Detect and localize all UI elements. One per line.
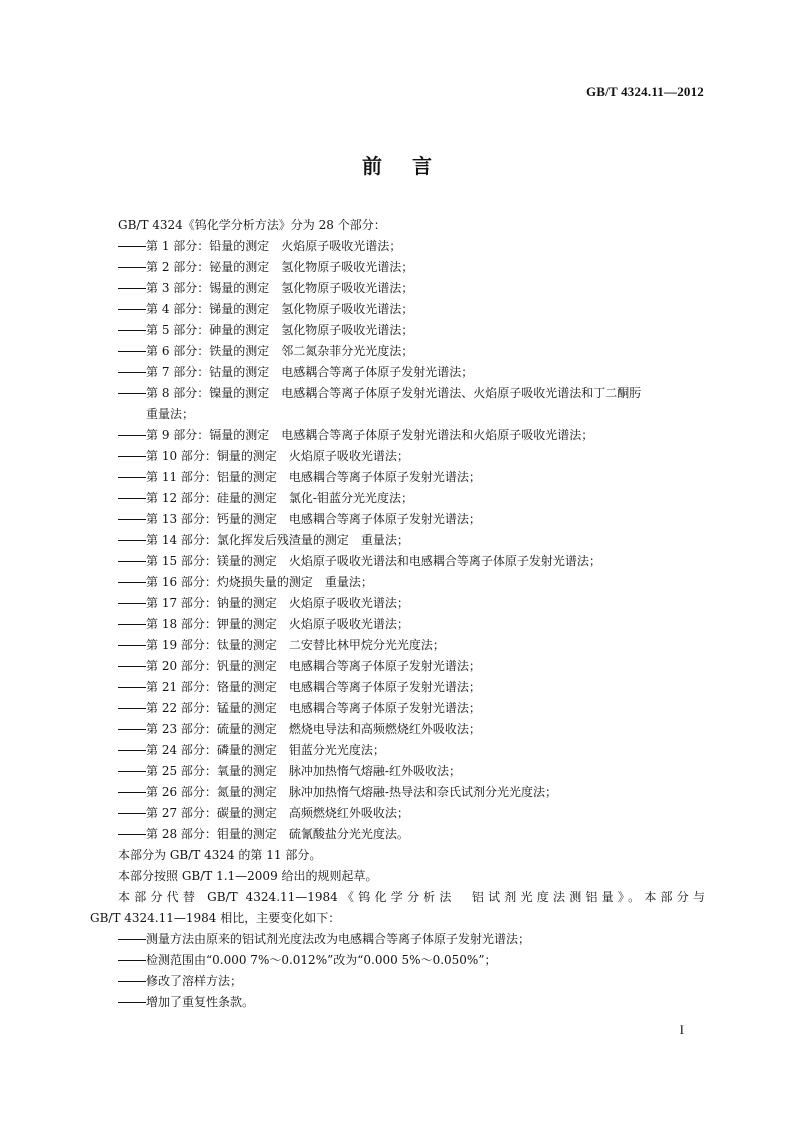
page-title: 前言 (362, 154, 462, 178)
em-dash-bullet (118, 435, 146, 436)
part-item (90, 278, 705, 299)
para-replaces-line2: GB/T 4324.11—1984 相比，主要变化如下： (90, 911, 341, 925)
em-dash-bullet (118, 582, 146, 583)
part-title: 第 14 部分：氯化挥发后残渣量的测定 (146, 533, 349, 547)
part-method: 火焰原子吸收光谱法； (281, 239, 402, 253)
part-item (90, 236, 705, 257)
part-item (90, 425, 705, 446)
em-dash-bullet (118, 246, 146, 247)
em-dash-bullet (118, 960, 146, 961)
part-method: 电感耦合等离子体原子发射光谱法； (288, 512, 481, 526)
part-item (90, 362, 705, 383)
part-method: 氢化物原子吸收光谱法； (281, 281, 414, 295)
part-title: 第 20 部分：钒量的测定 (146, 659, 277, 673)
part-title: 第 9 部分：镉量的测定 (146, 428, 270, 442)
part-method: 氯化-钼蓝分光光度法； (288, 491, 413, 505)
part-method: 火焰原子吸收光谱法； (288, 449, 409, 463)
change-item (90, 950, 705, 971)
changes-list (90, 929, 705, 1013)
em-dash-bullet (118, 477, 146, 478)
change-text: 增加了重复性条款。 (146, 995, 255, 1009)
part-title: 第 26 部分：氮量的测定 (146, 785, 277, 799)
part-item (90, 677, 705, 698)
part-method: 氢化物原子吸收光谱法； (281, 260, 414, 274)
page-number: I (679, 1022, 684, 1037)
change-text: 检测范围由“0.000 7%～0.012%”改为“0.000 5%～0.050%”； (146, 953, 497, 967)
part-title: 第 17 部分：钠量的测定 (146, 596, 277, 610)
part-method: 氢化物原子吸收光谱法； (281, 302, 414, 316)
part-item (90, 698, 705, 719)
part-title: 第 2 部分：铋量的测定 (146, 260, 270, 274)
em-dash-bullet (118, 729, 146, 730)
em-dash-bullet (118, 393, 146, 394)
em-dash-bullet (118, 603, 146, 604)
em-dash-bullet (118, 687, 146, 688)
para-replaces-line1: 本部分代替 GB/T 4324.11—1984《钨化学分析法 铝试剂光度法测铝量》。本部分与 (118, 890, 705, 904)
para-part-number: 本部分为 GB/T 4324 的第 11 部分。 (118, 848, 322, 862)
part-title: 第 19 部分：钛量的测定 (146, 638, 277, 652)
part-item (90, 572, 705, 593)
part-title: 第 8 部分：镍量的测定 (146, 386, 270, 400)
part-method: 脉冲加热惰气熔融-热导法和奈氏试剂分光光度法； (288, 785, 557, 799)
part-title: 第 7 部分：钴量的测定 (146, 365, 270, 379)
em-dash-bullet (118, 834, 146, 835)
part-title: 第 21 部分：铬量的测定 (146, 680, 277, 694)
part-title: 第 28 部分：钼量的测定 (146, 827, 277, 841)
em-dash-bullet (118, 939, 146, 940)
em-dash-bullet (118, 666, 146, 667)
part-item (90, 551, 705, 572)
part-item (90, 509, 705, 530)
em-dash-bullet (118, 750, 146, 751)
part-method: 重量法； (360, 533, 409, 547)
part-method: 电感耦合等离子体原子发射光谱法和火焰原子吸收光谱法； (281, 428, 594, 442)
part-method: 钼蓝分光光度法； (288, 743, 385, 757)
change-item (90, 971, 705, 992)
part-title: 第 25 部分：氧量的测定 (146, 764, 277, 778)
change-text: 测量方法由原来的铝试剂光度法改为电感耦合等离子体原子发射光谱法； (146, 932, 531, 946)
part-method: 二安替比林甲烷分光光度法； (288, 638, 445, 652)
foreword-body (90, 215, 705, 1013)
part-title: 第 3 部分：锡量的测定 (146, 281, 270, 295)
part-method: 电感耦合等离子体原子发射光谱法； (288, 701, 481, 715)
part-title: 第 22 部分：锰量的测定 (146, 701, 277, 715)
part-method: 电感耦合等离子体原子发射光谱法、火焰原子吸收光谱法和丁二酮肟 (281, 386, 642, 400)
part-item (90, 467, 705, 488)
part-title: 第 1 部分：铅量的测定 (146, 239, 270, 253)
part-method: 电感耦合等离子体原子发射光谱法； (281, 365, 474, 379)
part-item (90, 383, 705, 404)
em-dash-bullet (118, 540, 146, 541)
part-item (90, 299, 705, 320)
part-item (90, 320, 705, 341)
part-method: 火焰原子吸收光谱法和电感耦合等离子体原子发射光谱法； (288, 554, 601, 568)
part-item (90, 803, 705, 824)
part-item (90, 257, 705, 278)
part-method: 燃烧电导法和高频燃烧红外吸收法； (288, 722, 481, 736)
part-item (90, 782, 705, 803)
part-method: 脉冲加热惰气熔融-红外吸收法； (288, 764, 461, 778)
standard-code: GB/T 4324.11—2012 (585, 84, 704, 99)
em-dash-bullet (118, 519, 146, 520)
em-dash-bullet (118, 708, 146, 709)
part-item (90, 614, 705, 635)
part-item (90, 761, 705, 782)
em-dash-bullet (118, 1002, 146, 1003)
intro-line: GB/T 4324《钨化学分析方法》分为 28 个部分： (118, 218, 386, 232)
part-title: 第 18 部分：钾量的测定 (146, 617, 277, 631)
part-item (90, 488, 705, 509)
part-method: 邻二氮杂菲分光光度法； (281, 344, 414, 358)
change-item (90, 992, 705, 1013)
part-title: 第 13 部分：钙量的测定 (146, 512, 277, 526)
em-dash-bullet (118, 792, 146, 793)
em-dash-bullet (118, 309, 146, 310)
part-title: 第 16 部分：灼烧损失量的测定 (146, 575, 313, 589)
part-method: 高频燃烧红外吸收法； (288, 806, 409, 820)
em-dash-bullet (118, 498, 146, 499)
part-item (90, 593, 705, 614)
part-title: 第 10 部分：铜量的测定 (146, 449, 277, 463)
part-title: 第 11 部分：铝量的测定 (146, 470, 277, 484)
part-method: 重量法； (324, 575, 373, 589)
em-dash-bullet (118, 372, 146, 373)
part-method: 硫氰酸盐分光光度法。 (288, 827, 409, 841)
change-item (90, 929, 705, 950)
part-title: 第 27 部分：碳量的测定 (146, 806, 277, 820)
part-item (90, 719, 705, 740)
part-method-continuation: 重量法； (146, 407, 195, 421)
part-title: 第 5 部分：砷量的测定 (146, 323, 270, 337)
em-dash-bullet (118, 624, 146, 625)
part-item (90, 635, 705, 656)
part-item (90, 740, 705, 761)
para-drafting-rule: 本部分按照 GB/T 1.1—2009 给出的规则起草。 (118, 869, 378, 883)
part-title: 第 4 部分：锑量的测定 (146, 302, 270, 316)
part-item (90, 824, 705, 845)
part-method: 火焰原子吸收光谱法； (288, 617, 409, 631)
em-dash-bullet (118, 267, 146, 268)
part-title: 第 23 部分：硫量的测定 (146, 722, 277, 736)
em-dash-bullet (118, 771, 146, 772)
em-dash-bullet (118, 351, 146, 352)
part-title: 第 15 部分：镁量的测定 (146, 554, 277, 568)
part-method: 电感耦合等离子体原子发射光谱法； (288, 680, 481, 694)
em-dash-bullet (118, 561, 146, 562)
part-title: 第 24 部分：磷量的测定 (146, 743, 277, 757)
em-dash-bullet (118, 645, 146, 646)
em-dash-bullet (118, 330, 146, 331)
part-item (90, 656, 705, 677)
parts-list (90, 236, 705, 845)
part-method: 氢化物原子吸收光谱法； (281, 323, 414, 337)
part-title: 第 12 部分：硅量的测定 (146, 491, 277, 505)
part-item (90, 446, 705, 467)
change-text: 修改了溶样方法； (146, 974, 243, 988)
part-item (90, 341, 705, 362)
part-method: 电感耦合等离子体原子发射光谱法； (288, 659, 481, 673)
em-dash-bullet (118, 456, 146, 457)
em-dash-bullet (118, 288, 146, 289)
part-method: 火焰原子吸收光谱法； (288, 596, 409, 610)
part-title: 第 6 部分：铁量的测定 (146, 344, 270, 358)
part-method: 电感耦合等离子体原子发射光谱法； (288, 470, 481, 484)
part-item (90, 530, 705, 551)
em-dash-bullet (118, 981, 146, 982)
em-dash-bullet (118, 813, 146, 814)
